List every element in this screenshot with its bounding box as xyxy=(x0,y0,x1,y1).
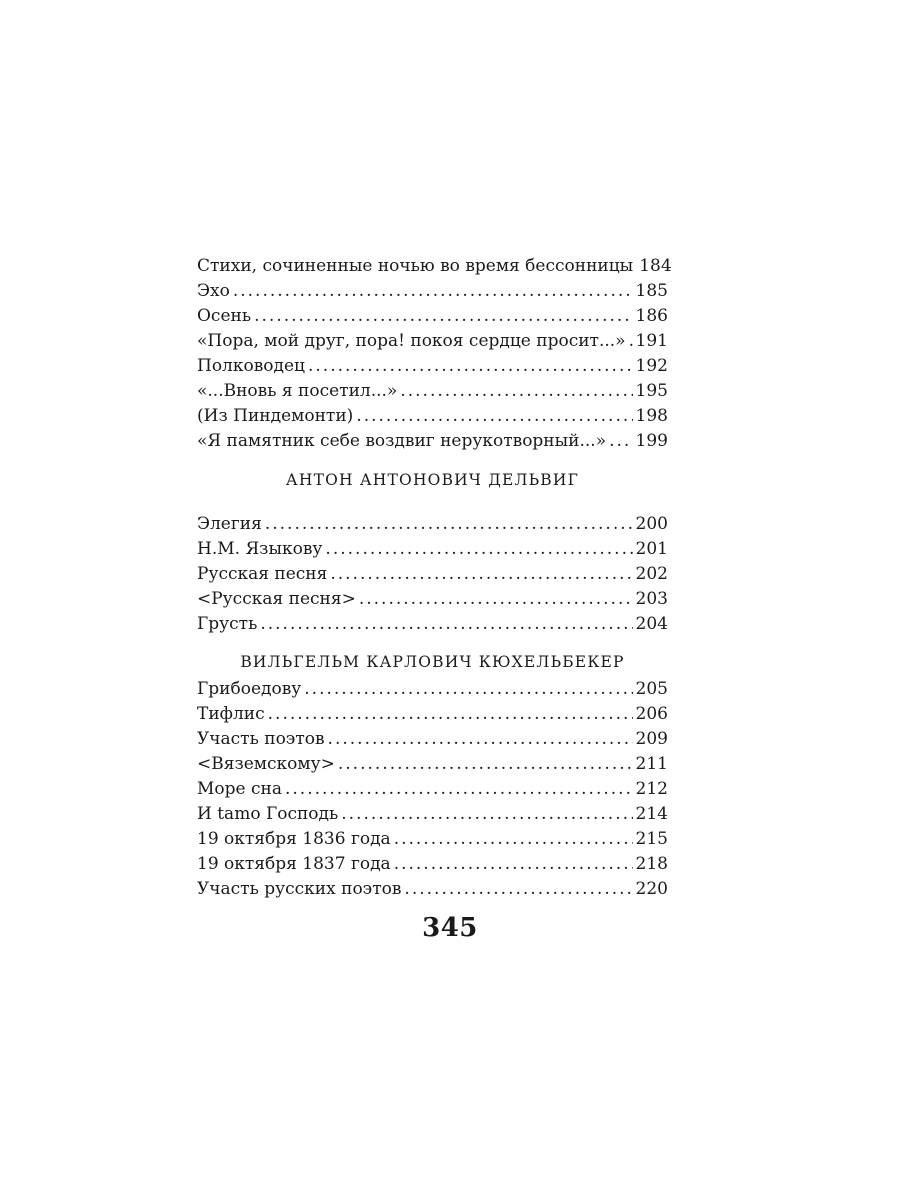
toc-entry xyxy=(197,354,668,379)
toc-entry-page: 202 xyxy=(635,564,668,584)
dot-leader xyxy=(400,379,632,404)
toc-entry xyxy=(197,727,668,752)
toc-entry-title: 19 октября 1837 года xyxy=(197,854,391,874)
dot-leader xyxy=(325,537,632,562)
toc-entry xyxy=(197,254,672,279)
toc-entry-page: 191 xyxy=(635,331,668,351)
toc-entry-page: 206 xyxy=(635,704,668,724)
dot-leader xyxy=(285,777,633,802)
toc-entry-title: Эхо xyxy=(197,281,230,301)
toc-entry-title: И tamo Господь xyxy=(197,804,339,824)
dot-leader xyxy=(404,877,632,902)
toc-entry-page: 192 xyxy=(635,356,668,376)
toc-section-delvig xyxy=(197,512,668,637)
toc-entry-page: 209 xyxy=(635,729,668,749)
dot-leader xyxy=(609,429,632,454)
toc-entry-page: 220 xyxy=(635,879,668,899)
toc-entry-title: (Из Пиндемонти) xyxy=(197,406,354,426)
toc-entry-page: 203 xyxy=(635,589,668,609)
toc-entry-title: Участь поэтов xyxy=(197,729,325,749)
toc-entry-title: Грусть xyxy=(197,614,258,634)
dot-leader xyxy=(233,279,633,304)
toc-entry-page: 186 xyxy=(635,306,668,326)
toc-entry-title: Тифлис xyxy=(197,704,265,724)
toc-entry-page: 185 xyxy=(635,281,668,301)
dot-leader xyxy=(265,512,633,537)
dot-leader xyxy=(359,587,633,612)
toc-entry-title: «...Вновь я посетил...» xyxy=(197,381,398,401)
toc-entry-title: «Пора, мой друг, пора! покоя сердце просит...» xyxy=(197,331,626,351)
toc-entry xyxy=(197,852,668,877)
toc-entry-title: Русская песня xyxy=(197,564,328,584)
dot-leader xyxy=(356,404,632,429)
toc-entry-page: 195 xyxy=(635,381,668,401)
toc-entry xyxy=(197,512,668,537)
toc-entry-page: 212 xyxy=(635,779,668,799)
toc-entry-title: Море сна xyxy=(197,779,282,799)
toc-entry-page: 211 xyxy=(635,754,668,774)
toc-entry xyxy=(197,702,668,727)
toc-entry-page: 214 xyxy=(635,804,668,824)
toc-entry-title: Н.М. Языкову xyxy=(197,539,323,559)
dot-leader xyxy=(341,802,632,827)
dot-leader xyxy=(394,827,633,852)
toc-entry-page: 199 xyxy=(635,431,668,451)
dot-leader xyxy=(328,727,633,752)
toc-entry-title: <Русская песня> xyxy=(197,589,356,609)
toc-entry xyxy=(197,677,668,702)
toc-entry-page: 201 xyxy=(635,539,668,559)
dot-leader xyxy=(394,852,633,877)
toc-entry xyxy=(197,777,668,802)
toc-entry-title: Осень xyxy=(197,306,252,326)
toc-entry xyxy=(197,404,668,429)
toc-section-pushkin xyxy=(197,254,672,454)
toc-entry xyxy=(197,877,668,902)
toc-entry-page: 184 xyxy=(639,256,672,276)
dot-leader xyxy=(260,612,632,637)
toc-entry xyxy=(197,587,668,612)
toc-entry xyxy=(197,562,668,587)
toc-entry xyxy=(197,329,668,354)
dot-leader xyxy=(304,677,632,702)
toc-section-kuchelbecker xyxy=(197,677,668,902)
dot-leader xyxy=(254,304,632,329)
author-heading: АНТОН АНТОНОВИЧ ДЕЛЬВИГ xyxy=(285,471,580,489)
toc-entry-title: <Вяземскому> xyxy=(197,754,335,774)
toc-entry-title: Стихи, сочиненные ночью во время бессонницы xyxy=(197,256,634,276)
author-heading: ВИЛЬГЕЛЬМ КАРЛОВИЧ КЮХЕЛЬБЕКЕР xyxy=(240,653,625,671)
dot-leader xyxy=(268,702,633,727)
toc-entry xyxy=(197,752,668,777)
toc-entry-page: 205 xyxy=(635,679,668,699)
toc-entry-page: 198 xyxy=(635,406,668,426)
page-number: 345 xyxy=(422,913,478,943)
toc-entry-page: 215 xyxy=(635,829,668,849)
toc-entry-title: 19 октября 1836 года xyxy=(197,829,391,849)
toc-entry xyxy=(197,379,668,404)
toc-entry xyxy=(197,279,668,304)
dot-leader xyxy=(330,562,632,587)
toc-entry xyxy=(197,802,668,827)
toc-entry-title: Полководец xyxy=(197,356,305,376)
toc-entry-title: Элегия xyxy=(197,514,262,534)
dot-leader xyxy=(338,752,633,777)
toc-entry-page: 204 xyxy=(635,614,668,634)
toc-entry-title: Грибоедову xyxy=(197,679,302,699)
toc-entry-title: Участь русских поэтов xyxy=(197,879,402,899)
toc-entry xyxy=(197,429,668,454)
toc-entry-page: 218 xyxy=(635,854,668,874)
toc-entry xyxy=(197,304,668,329)
toc-entry xyxy=(197,827,668,852)
toc-entry xyxy=(197,537,668,562)
dot-leader xyxy=(629,329,633,354)
toc-entry xyxy=(197,612,668,637)
dot-leader xyxy=(308,354,633,379)
toc-entry-title: «Я памятник себе воздвиг нерукотворный...» xyxy=(197,431,607,451)
toc-entry-page: 200 xyxy=(635,514,668,534)
